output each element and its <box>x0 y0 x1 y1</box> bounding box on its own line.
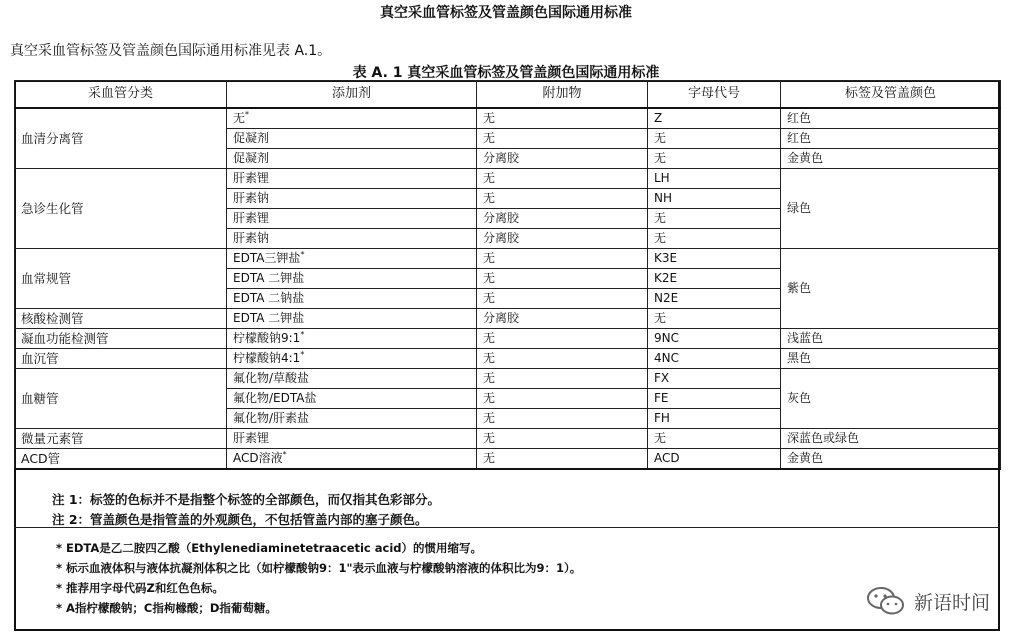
cell-additive: 肝素锂 <box>227 169 477 189</box>
cell-extra: 无 <box>477 289 648 309</box>
cell-color: 红色 <box>781 108 1001 129</box>
cell-extra: 无 <box>477 108 648 129</box>
cell-category: 急诊生化管 <box>15 169 227 249</box>
header-code: 字母代号 <box>648 81 781 109</box>
table-header-row <box>15 81 1001 109</box>
cell-extra: 无 <box>477 349 648 369</box>
table-row <box>15 429 1001 449</box>
cell-color: 金黄色 <box>781 149 1001 169</box>
cell-code: 无 <box>648 129 781 149</box>
cell-code: N2E <box>648 289 781 309</box>
cell-category: 核酸检测管 <box>15 309 227 329</box>
cell-code: FX <box>648 369 781 389</box>
footnote-item: * EDTA是乙二胺四乙酸（Ethylenediaminetetraacetic acid）的惯用缩写。 <box>56 541 483 555</box>
cell-extra: 无 <box>477 169 648 189</box>
cell-category: 血清分离管 <box>15 108 227 169</box>
cell-additive: ACD溶液* <box>227 449 477 470</box>
cell-additive: 柠檬酸钠4:1* <box>227 349 477 369</box>
cell-additive: EDTA 二钾盐 <box>227 309 477 329</box>
cell-code: Z <box>648 108 781 129</box>
watermark-text: 新语时间 <box>913 591 990 614</box>
cell-code: LH <box>648 169 781 189</box>
cell-extra: 无 <box>477 129 648 149</box>
cell-additive: EDTA三钾盐* <box>227 249 477 269</box>
cell-additive: 促凝剂 <box>227 129 477 149</box>
table-row <box>15 169 1001 189</box>
wechat-icon <box>866 586 906 616</box>
table-row <box>15 329 1001 349</box>
header-color: 标签及管盖颜色 <box>781 81 1001 109</box>
cell-code: 无 <box>648 229 781 249</box>
intro-text: 真空采血管标签及管盖颜色国际通用标准见表 A.1。 <box>10 43 332 59</box>
cell-color: 黑色 <box>781 349 1001 369</box>
footnote-item: * 标示血液体积与液体抗凝剂体积之比（如柠檬酸钠9：1"表示血液与柠檬酸钠溶液的体积比为9：1）。 <box>56 561 582 575</box>
header-extra: 附加物 <box>477 81 648 109</box>
cell-category: ACD管 <box>15 449 227 470</box>
cell-color: 灰色 <box>781 369 1001 429</box>
table-row <box>15 249 1001 269</box>
asterisk-mark: * <box>300 250 305 259</box>
cell-additive: 氟化物/肝素盐 <box>227 409 477 429</box>
cell-extra: 分离胶 <box>477 229 648 249</box>
cell-extra: 分离胶 <box>477 309 648 329</box>
cell-category: 微量元素管 <box>15 429 227 449</box>
cell-color: 金黄色 <box>781 449 1001 470</box>
cell-code: FE <box>648 389 781 409</box>
cell-color: 红色 <box>781 129 1001 149</box>
header-additive: 添加剂 <box>227 81 477 109</box>
cell-extra: 无 <box>477 389 648 409</box>
cell-additive: 氟化物/草酸盐 <box>227 369 477 389</box>
cell-additive: 氟化物/EDTA盐 <box>227 389 477 409</box>
cell-extra: 无 <box>477 329 648 349</box>
cell-extra: 无 <box>477 249 648 269</box>
asterisk-mark: * <box>282 450 287 459</box>
cell-code: 9NC <box>648 329 781 349</box>
note-2: 注 2：管盖颜色是指管盖的外观颜色，不包括管盖内部的塞子颜色。 <box>52 512 428 527</box>
header-category: 采血管分类 <box>15 81 227 109</box>
cell-additive: EDTA 二钠盐 <box>227 289 477 309</box>
cell-color: 绿色 <box>781 169 1001 249</box>
cell-additive: 肝素钠 <box>227 229 477 249</box>
footnote-item: * 推荐用字母代码Z和红色色标。 <box>56 581 224 595</box>
cell-category: 血常规管 <box>15 249 227 309</box>
cell-extra: 无 <box>477 369 648 389</box>
table-row <box>15 108 1001 129</box>
cell-code: ACD <box>648 449 781 470</box>
table-row <box>15 449 1001 470</box>
cell-code: K2E <box>648 269 781 289</box>
asterisk-mark: * <box>300 350 305 359</box>
footnote-item: * A指柠檬酸钠；C指枸橼酸；D指葡萄糖。 <box>56 601 277 615</box>
cell-code: FH <box>648 409 781 429</box>
note-1: 注 1：标签的色标并不是指整个标签的全部颜色，而仅指其色彩部分。 <box>52 492 441 507</box>
cell-additive: 促凝剂 <box>227 149 477 169</box>
asterisk-mark: * <box>245 110 250 119</box>
cell-additive: 无* <box>227 108 477 129</box>
cell-code: K3E <box>648 249 781 269</box>
cell-category: 血糖管 <box>15 369 227 429</box>
cell-code: NH <box>648 189 781 209</box>
asterisk-mark: * <box>300 330 305 339</box>
cell-color: 紫色 <box>781 249 1001 329</box>
cell-category: 血沉管 <box>15 349 227 369</box>
cell-additive: 肝素钠 <box>227 189 477 209</box>
cell-code: 无 <box>648 149 781 169</box>
cell-category: 凝血功能检测管 <box>15 329 227 349</box>
cell-code: 无 <box>648 209 781 229</box>
cell-extra: 无 <box>477 189 648 209</box>
cell-color: 浅蓝色 <box>781 329 1001 349</box>
cell-code: 4NC <box>648 349 781 369</box>
table-row <box>15 369 1001 389</box>
cell-extra: 无 <box>477 449 648 470</box>
cell-extra: 无 <box>477 269 648 289</box>
standard-table <box>14 80 1001 470</box>
page-title: 真空采血管标签及管盖颜色国际通用标准 <box>380 5 632 21</box>
cell-extra: 分离胶 <box>477 149 648 169</box>
cell-code: 无 <box>648 309 781 329</box>
cell-extra: 无 <box>477 409 648 429</box>
cell-additive: 肝素锂 <box>227 429 477 449</box>
cell-color: 深蓝色或绿色 <box>781 429 1001 449</box>
table-row <box>15 349 1001 369</box>
table-caption: 表 A. 1 真空采血管标签及管盖颜色国际通用标准 <box>352 65 660 81</box>
watermark <box>866 586 990 616</box>
cell-code: 无 <box>648 429 781 449</box>
cell-extra: 无 <box>477 429 648 449</box>
cell-additive: 肝素锂 <box>227 209 477 229</box>
cell-additive: EDTA 二钾盐 <box>227 269 477 289</box>
cell-extra: 分离胶 <box>477 209 648 229</box>
cell-additive: 柠檬酸钠9:1* <box>227 329 477 349</box>
